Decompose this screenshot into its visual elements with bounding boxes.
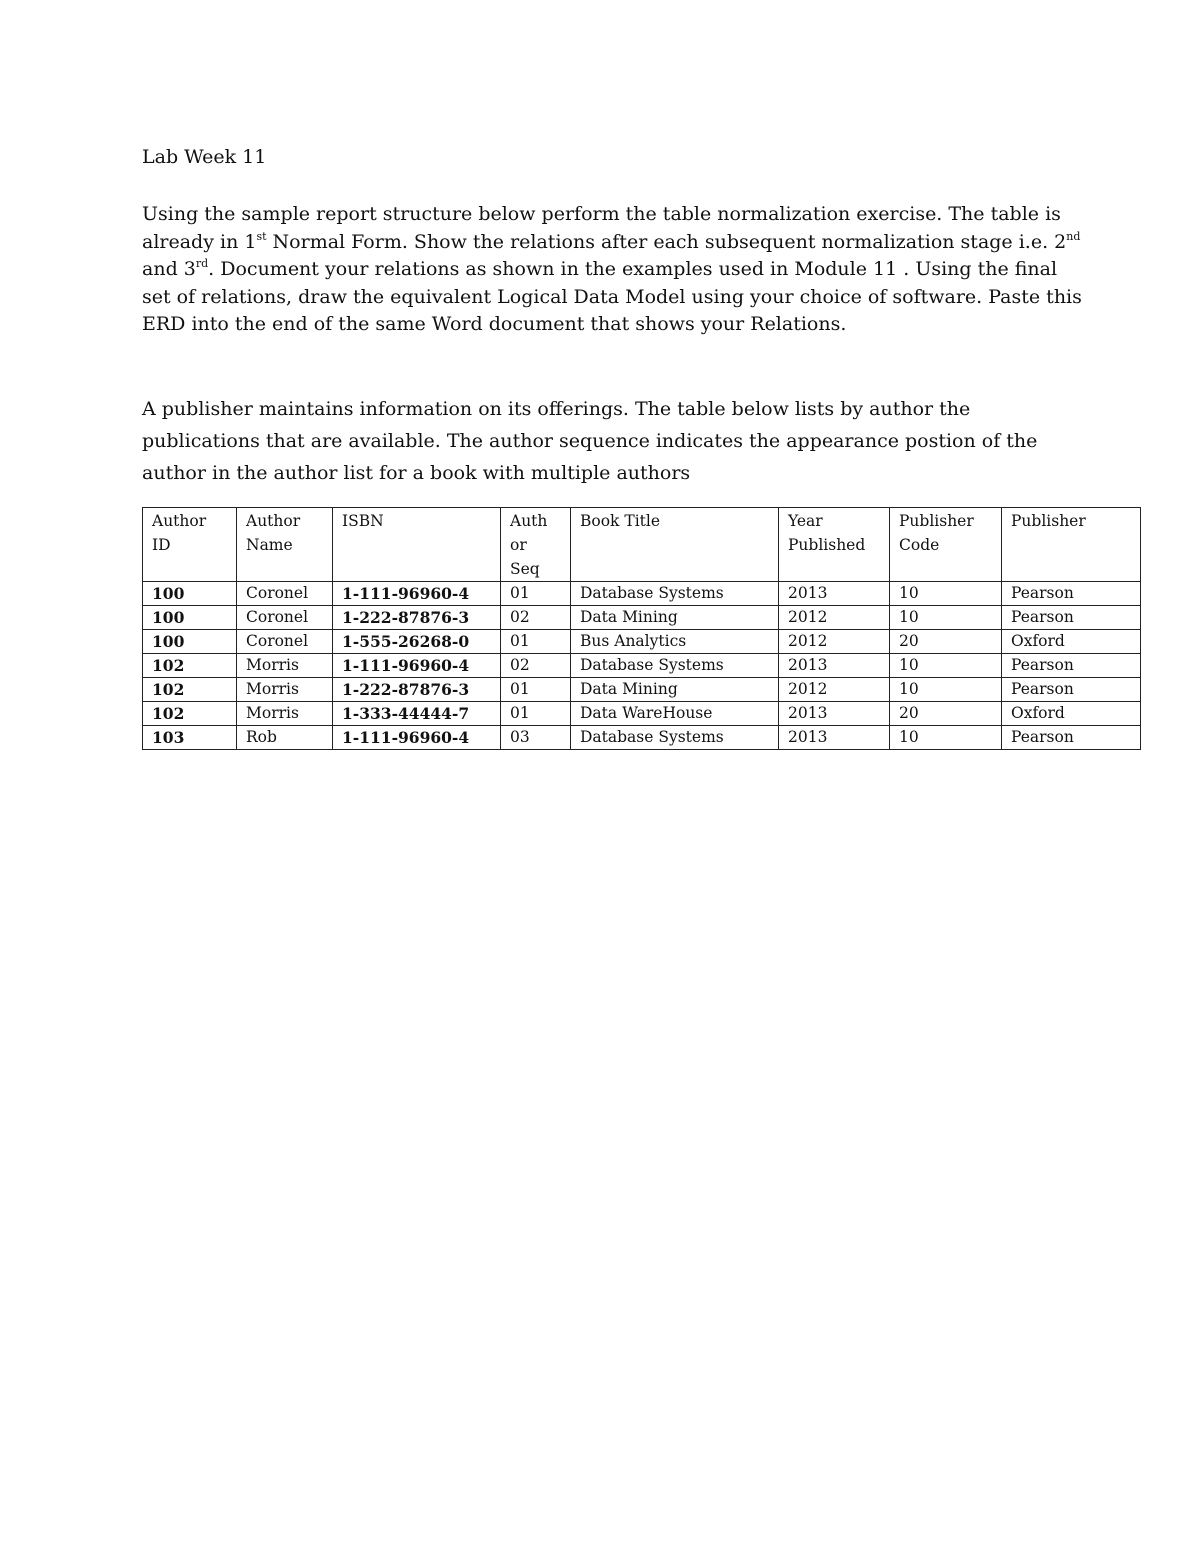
cell-author-seq: 02 (501, 654, 571, 678)
table-row (143, 726, 1141, 750)
cell-book-title: Database Systems (571, 726, 779, 750)
cell-publisher: Pearson (1002, 726, 1141, 750)
publisher-description-paragraph: A publisher maintains information on its offerings. The table below lists by author the publications that are available. The author sequence indicates the appearance postion of the author in the author list for a book with multiple authors (142, 398, 1038, 484)
cell-author-name: Coronel (237, 606, 333, 630)
cell-year: 2013 (779, 654, 890, 678)
cell-book-title: Data Mining (571, 678, 779, 702)
cell-book-title: Database Systems (571, 582, 779, 606)
header-author-id: Author ID (143, 508, 237, 582)
cell-book-title: Database Systems (571, 654, 779, 678)
cell-publisher: Pearson (1002, 582, 1141, 606)
instructions-text-c: and 3 (142, 258, 196, 280)
header-publisher-code: Publisher Code (890, 508, 1002, 582)
cell-publisher: Pearson (1002, 606, 1141, 630)
cell-author-seq: 03 (501, 726, 571, 750)
cell-isbn: 1-111-96960-4 (333, 582, 501, 606)
cell-isbn: 1-111-96960-4 (333, 726, 501, 750)
cell-author-name: Coronel (237, 582, 333, 606)
header-isbn: ISBN (333, 508, 501, 582)
cell-publisher-code: 10 (890, 606, 1002, 630)
instructions-paragraph (142, 201, 1082, 339)
cell-book-title: Data Mining (571, 606, 779, 630)
instructions-text-d: . Document your relations as shown in the examples used in Module 11 . Using the final set of relations, draw the equivalent Logical Data Model using your choice of software. Paste this ERD into the end of the same Word document that shows your Relations. (142, 258, 1082, 335)
cell-year: 2012 (779, 678, 890, 702)
cell-publisher-code: 10 (890, 582, 1002, 606)
cell-publisher-code: 20 (890, 702, 1002, 726)
header-book-title: Book Title (571, 508, 779, 582)
table-row (143, 702, 1141, 726)
cell-author-seq: 01 (501, 630, 571, 654)
table-row (143, 654, 1141, 678)
header-author-seq: Auth or Seq (501, 508, 571, 582)
cell-author-id: 103 (143, 726, 237, 750)
table-row (143, 582, 1141, 606)
document-title: Lab Week 11 (142, 146, 267, 168)
cell-author-name: Rob (237, 726, 333, 750)
cell-author-id: 100 (143, 630, 237, 654)
cell-author-seq: 02 (501, 606, 571, 630)
cell-author-seq: 01 (501, 678, 571, 702)
header-author-name: Author Name (237, 508, 333, 582)
cell-isbn: 1-111-96960-4 (333, 654, 501, 678)
cell-isbn: 1-222-87876-3 (333, 678, 501, 702)
cell-author-id: 102 (143, 654, 237, 678)
header-year-published: Year Published (779, 508, 890, 582)
cell-author-name: Morris (237, 654, 333, 678)
superscript-nd: nd (1066, 229, 1081, 243)
publications-table (142, 507, 1141, 750)
table-row (143, 678, 1141, 702)
header-publisher: Publisher (1002, 508, 1141, 582)
table-row (143, 630, 1141, 654)
cell-isbn: 1-333-44444-7 (333, 702, 501, 726)
instructions-text-b: Normal Form. Show the relations after each subsequent normalization stage i.e. 2 (266, 230, 1067, 253)
instructions-text-a: Using the sample report structure below perform the table normalization exercise. The table is already in 1 (142, 203, 1061, 253)
cell-year: 2012 (779, 630, 890, 654)
cell-publisher: Pearson (1002, 678, 1141, 702)
cell-publisher: Oxford (1002, 702, 1141, 726)
superscript-rd: rd (195, 257, 209, 270)
cell-author-name: Coronel (237, 630, 333, 654)
cell-author-id: 100 (143, 606, 237, 630)
cell-isbn: 1-555-26268-0 (333, 630, 501, 654)
cell-publisher-code: 10 (890, 726, 1002, 750)
table-header-row (143, 508, 1141, 582)
cell-author-id: 100 (143, 582, 237, 606)
cell-author-seq: 01 (501, 702, 571, 726)
cell-author-name: Morris (237, 678, 333, 702)
cell-author-id: 102 (143, 702, 237, 726)
cell-isbn: 1-222-87876-3 (333, 606, 501, 630)
cell-year: 2013 (779, 726, 890, 750)
cell-author-seq: 01 (501, 582, 571, 606)
cell-publisher-code: 10 (890, 654, 1002, 678)
cell-year: 2013 (779, 582, 890, 606)
cell-author-id: 102 (143, 678, 237, 702)
superscript-st: st (256, 229, 267, 243)
cell-book-title: Data WareHouse (571, 702, 779, 726)
cell-year: 2013 (779, 702, 890, 726)
table-row (143, 606, 1141, 630)
cell-publisher: Oxford (1002, 630, 1141, 654)
cell-publisher-code: 10 (890, 678, 1002, 702)
cell-year: 2012 (779, 606, 890, 630)
cell-publisher: Pearson (1002, 654, 1141, 678)
cell-book-title: Bus Analytics (571, 630, 779, 654)
cell-author-name: Morris (237, 702, 333, 726)
cell-publisher-code: 20 (890, 630, 1002, 654)
